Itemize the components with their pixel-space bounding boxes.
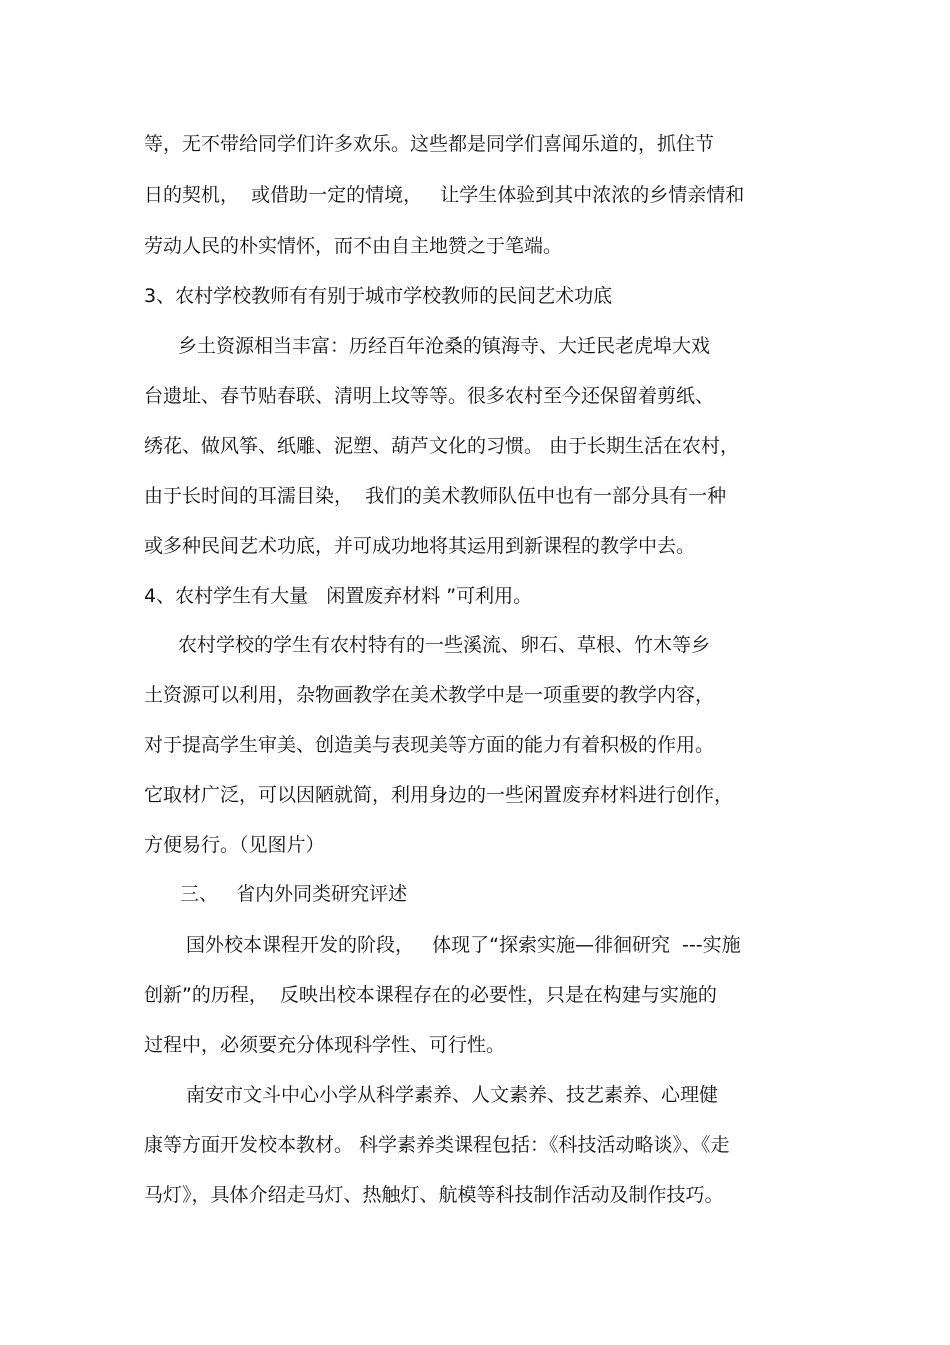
section-heading-4: 4、农村学生有大量 闲置废弃材料 ”可利用。: [144, 585, 533, 607]
paragraph-line: 由于长时间的耳濡目染， 我们的美术教师队伍中也有一部分具有一种: [144, 485, 727, 507]
paragraph-line: 马灯》，具体介绍走马灯、热触灯、航模等科技制作活动及制作技巧。: [144, 1184, 724, 1206]
paragraph-line: 康等方面开发校本教材。 科学素养类课程包括：《科技活动略谈》、《走: [144, 1134, 730, 1156]
paragraph-line: 方便易行。（见图片）: [144, 834, 325, 856]
paragraph-line: 它取材广泛，可以因陋就简，利用身边的一些闲置废弃材料进行创作，: [144, 784, 734, 806]
paragraph-line: 日的契机， 或借助一定的情境， 让学生体验到其中浓浓的乡情亲情和: [144, 184, 745, 206]
paragraph-line: 劳动人民的朴实情怀，而不由自主地赞之于笔端。: [144, 235, 563, 257]
section-heading-three: 三、 省内外同类研究评述: [180, 883, 408, 905]
paragraph-line: 等，无不带给同学们许多欢乐。这些都是同学们喜闻乐道的，抓住节: [144, 133, 715, 155]
paragraph-line: 绣花、做风筝、纸雕、泥塑、葫芦文化的习惯。 由于长期生活在农村，: [144, 435, 740, 457]
paragraph-line: 或多种民间艺术功底，并可成功地将其运用到新课程的教学中去。: [144, 535, 696, 557]
paragraph-line: 国外校本课程开发的阶段， 体现了“探索实施—徘徊研究 ---实施: [186, 934, 741, 956]
paragraph-line: 对于提高学生审美、创造美与表现美等方面的能力有着积极的作用。: [144, 734, 715, 756]
paragraph-line: 过程中，必须要充分体现科学性、可行性。: [144, 1034, 506, 1056]
paragraph-line: 土资源可以利用，杂物画教学在美术教学中是一项重要的教学内容，: [144, 684, 715, 706]
paragraph-line: 农村学校的学生有农村特有的一些溪流、卵石、草根、竹木等乡: [178, 634, 711, 656]
paragraph-line: 乡土资源相当丰富：历经百年沧桑的镇海寺、大迁民老虎埠大戏: [178, 335, 711, 357]
paragraph-line: 创新”的历程， 反映出校本课程存在的必要性，只是在构建与实施的: [144, 984, 717, 1006]
paragraph-line: 台遗址、春节贴春联、清明上坟等等。很多农村至今还保留着剪纸、: [144, 385, 715, 407]
section-heading-3: 3、农村学校教师有有别于城市学校教师的民间艺术功底: [144, 285, 613, 307]
paragraph-line: 南安市文斗中心小学从科学素养、人文素养、技艺素养、心理健: [186, 1084, 719, 1106]
